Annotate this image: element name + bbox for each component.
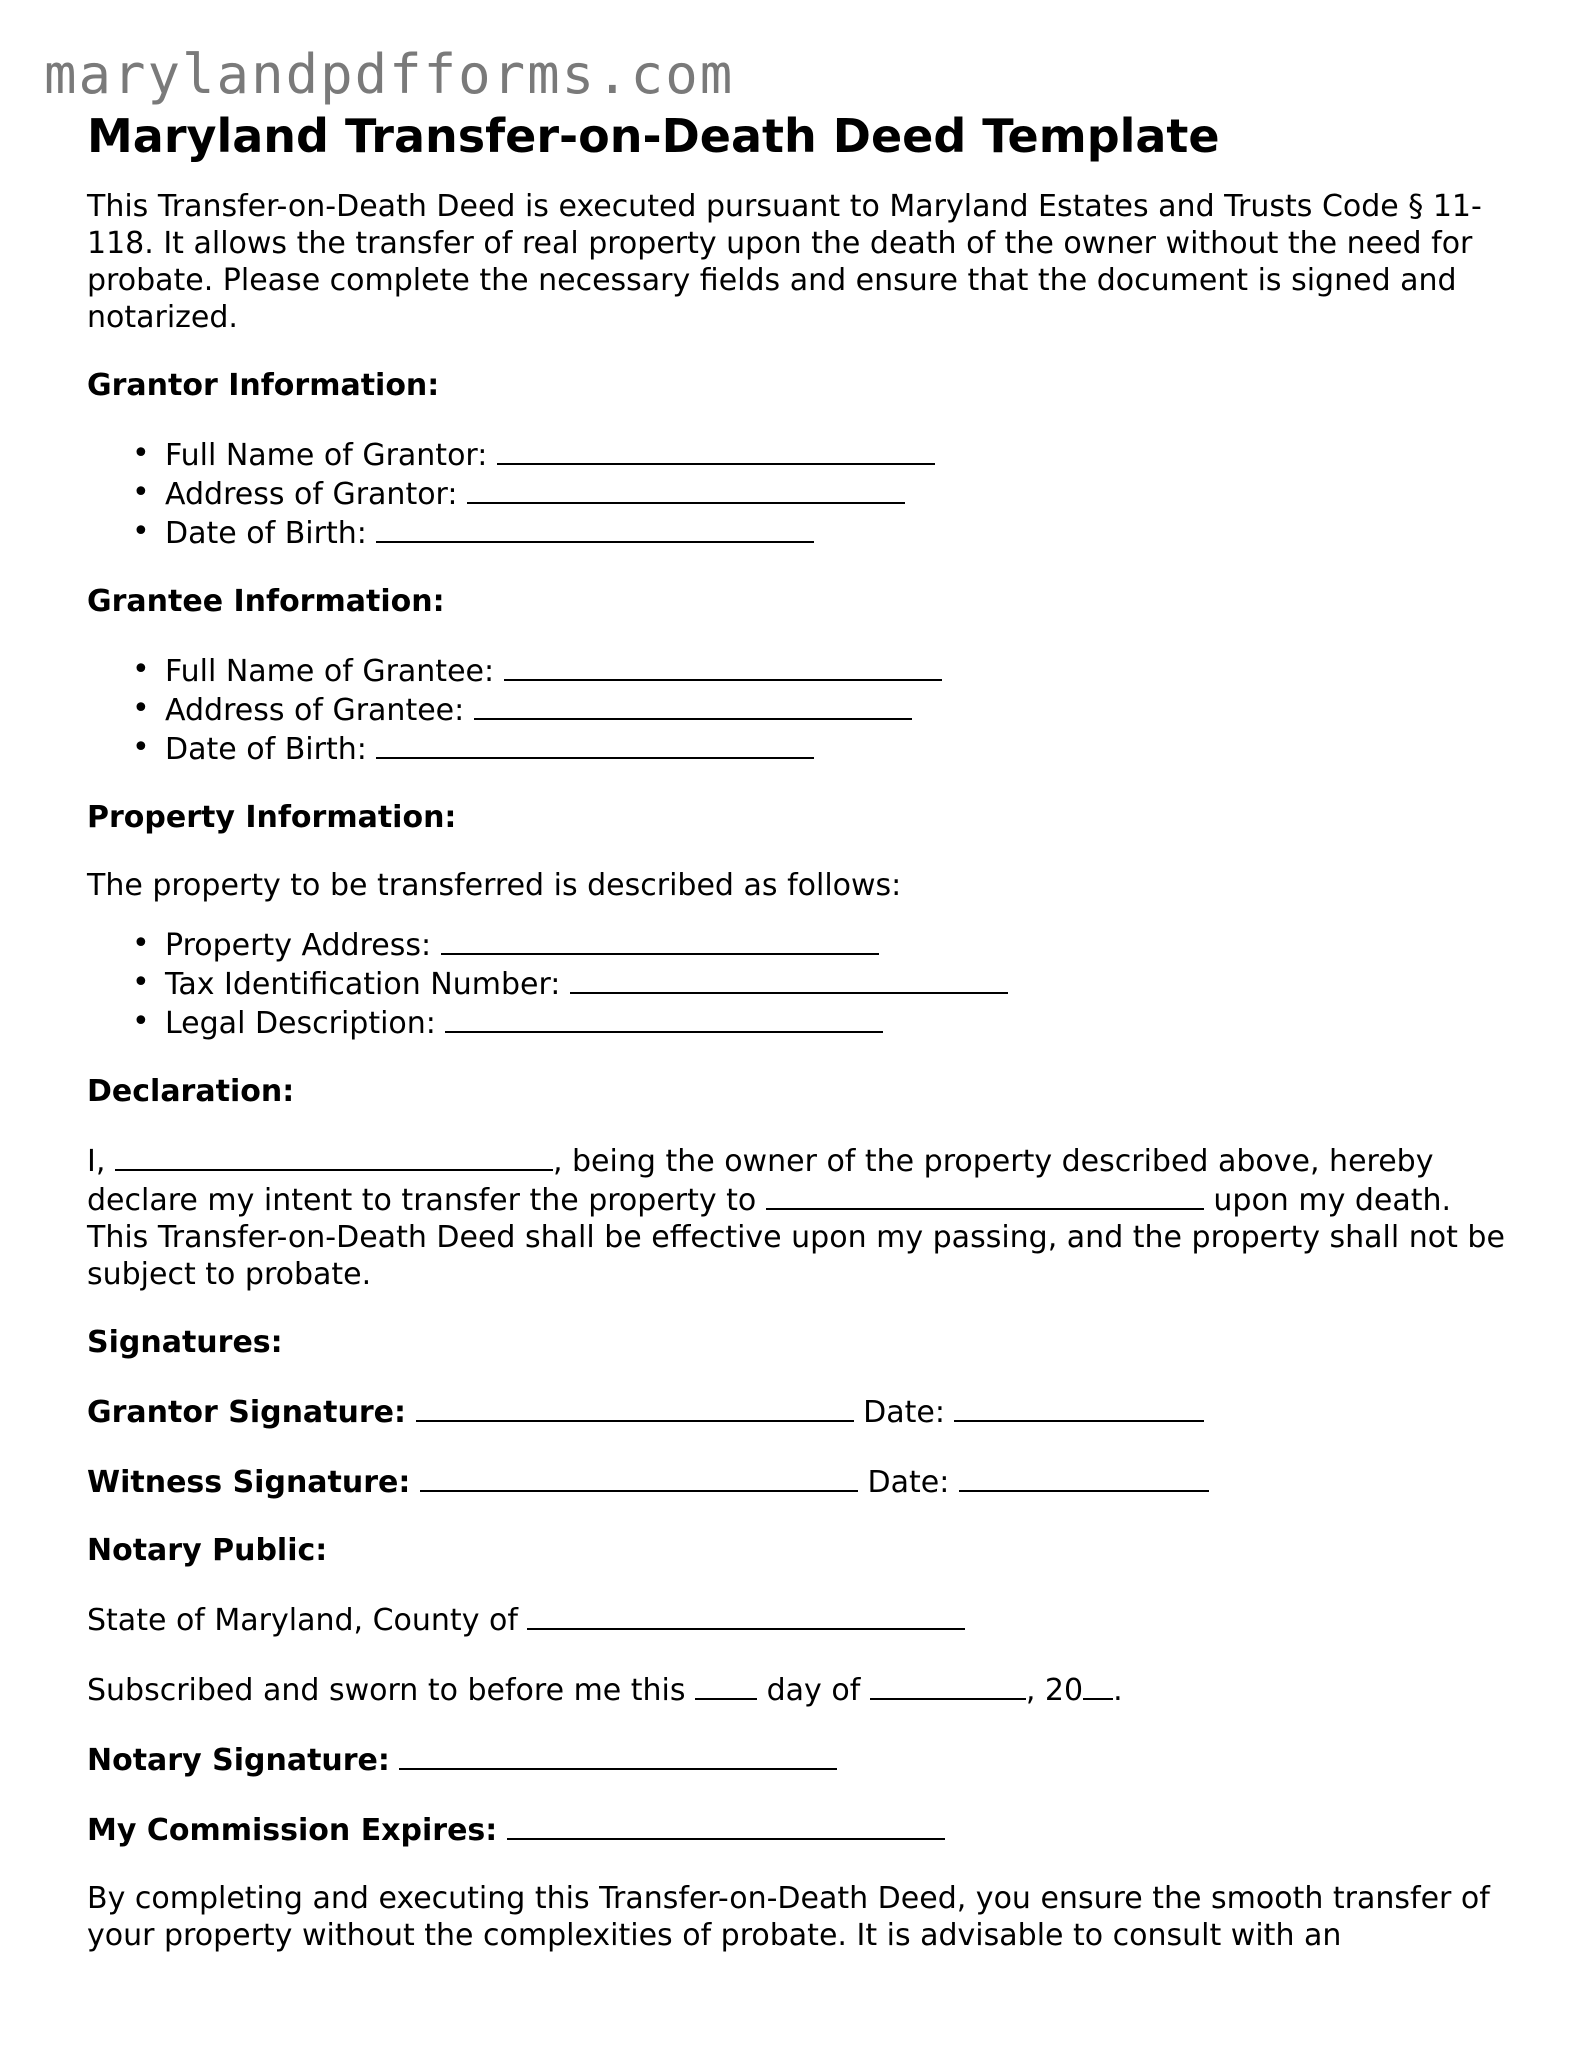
- grantee-dob-field[interactable]: • Date of Birth:: [165, 729, 1517, 768]
- notary-sworn-line: Subscribed and sworn to before me this day of , 20 .: [87, 1670, 1517, 1709]
- grantor-signature-line: Grantor Signature: Date:: [87, 1392, 1517, 1431]
- declaration-heading: Declaration:: [87, 1074, 295, 1109]
- grantor-address-field[interactable]: • Address of Grantor:: [165, 474, 1517, 513]
- document-title: Maryland Transfer-on-Death Deed Template: [87, 109, 1220, 163]
- property-fields: [87, 925, 1517, 1042]
- grantee-heading: Grantee Information:: [87, 584, 445, 619]
- document-body: [87, 108, 1517, 1985]
- county-blank[interactable]: [527, 1600, 965, 1630]
- sworn-day-blank[interactable]: [695, 1670, 757, 1700]
- tax-id-blank[interactable]: [570, 964, 1008, 994]
- grantor-heading: Grantor Information:: [87, 368, 440, 403]
- sworn-year-blank[interactable]: [1083, 1670, 1113, 1700]
- commission-expires-line: My Commission Expires:: [87, 1810, 1517, 1849]
- property-heading: Property Information:: [87, 800, 457, 835]
- grantor-dob-field[interactable]: • Date of Birth:: [165, 513, 1517, 552]
- grantor-signature-blank[interactable]: [416, 1392, 854, 1422]
- commission-expires-blank[interactable]: [507, 1810, 945, 1840]
- grantor-name-blank[interactable]: [497, 435, 935, 465]
- notary-signature-line: Notary Signature:: [87, 1740, 1517, 1779]
- declarant-name-blank[interactable]: [115, 1141, 553, 1171]
- witness-date-blank[interactable]: [959, 1462, 1209, 1492]
- notary-county-line: State of Maryland, County of: [87, 1600, 1517, 1639]
- legal-description-blank[interactable]: [445, 1003, 883, 1033]
- property-intro: The property to be transferred is described as follows:: [87, 868, 902, 903]
- declaration-paragraph: I, , being the owner of the property described above, hereby declare my intent to transfer the property to upon my death. This Transfer-on-Death Deed shall be effective upon my passing, and the property shall not be subject to probate.: [87, 1141, 1517, 1293]
- grantee-name-blank[interactable]: [504, 651, 942, 681]
- property-address-blank[interactable]: [441, 925, 879, 955]
- grantor-name-field[interactable]: • Full Name of Grantor:: [165, 435, 1517, 474]
- grantee-address-blank[interactable]: [474, 690, 912, 720]
- closing-paragraph: By completing and executing this Transfer-on-Death Deed, you ensure the smooth transfer of your property without the complexities of probate. It is advisable to consult with an: [87, 1881, 1490, 1953]
- property-address-field[interactable]: • Property Address:: [165, 925, 1517, 964]
- legal-description-field[interactable]: • Legal Description:: [165, 1003, 1517, 1042]
- notary-signature-blank[interactable]: [399, 1740, 837, 1770]
- site-watermark: marylandpdfforms.com: [44, 43, 735, 106]
- witness-signature-line: Witness Signature: Date:: [87, 1462, 1517, 1501]
- signatures-heading: Signatures:: [87, 1325, 283, 1360]
- grantor-dob-blank[interactable]: [376, 513, 814, 543]
- grantor-address-blank[interactable]: [467, 474, 905, 504]
- transferee-name-blank[interactable]: [766, 1180, 1204, 1210]
- grantee-address-field[interactable]: • Address of Grantee:: [165, 690, 1517, 729]
- grantee-fields: [87, 651, 1517, 768]
- grantor-fields: [87, 435, 1517, 552]
- tax-id-field[interactable]: • Tax Identification Number:: [165, 964, 1517, 1003]
- notary-heading: Notary Public:: [87, 1533, 328, 1568]
- intro-paragraph: This Transfer-on-Death Deed is executed pursuant to Maryland Estates and Trusts Code § 11-118. It allows the transfer of real property upon the death of the owner without the need for probate. Please complete the necessary fields and ensure that the document is signed and notarized.: [87, 189, 1482, 335]
- grantee-dob-blank[interactable]: [376, 729, 814, 759]
- grantor-date-blank[interactable]: [954, 1392, 1204, 1422]
- grantee-name-field[interactable]: • Full Name of Grantee:: [165, 651, 1517, 690]
- sworn-month-blank[interactable]: [870, 1670, 1026, 1700]
- witness-signature-blank[interactable]: [420, 1462, 858, 1492]
